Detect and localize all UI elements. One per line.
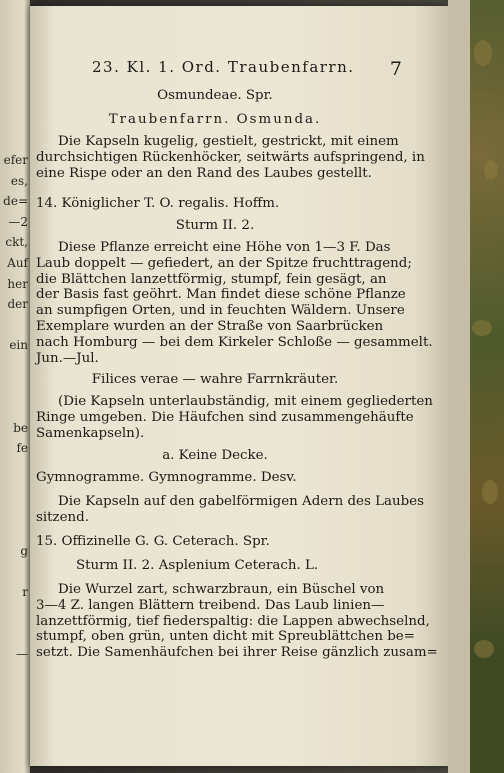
family-name: Osmundeae. Spr. [157, 88, 273, 103]
reference: Sturm II. 2. [175, 218, 255, 233]
left-page-fragment [0, 624, 28, 645]
genus-2-heading [36, 470, 394, 486]
left-page-fragment [0, 521, 28, 542]
group-description [36, 394, 433, 441]
left-page-fragment [0, 562, 28, 583]
text-line: Ringe umgeben. Die Häufchen sind zusammengehäufte [36, 409, 414, 425]
left-page-fragment [0, 377, 28, 398]
text-line: 3—4 Z. langen Blättern treibend. Das Laub linien— [36, 597, 385, 613]
genus-description [36, 134, 425, 181]
text-line: Jun.—Jul. [36, 350, 99, 366]
left-page-fragment: g [20, 544, 28, 559]
species-15-heading [36, 534, 394, 550]
genus-name: Gymnogramme. Gymnogramme. Desv. [36, 470, 297, 485]
running-head-title: 23. Kl. 1. Ord. Traubenfarrn. [92, 58, 355, 76]
left-page-fragment [0, 480, 28, 501]
left-page-edge [0, 0, 30, 773]
genus-heading [36, 112, 394, 128]
species-title: 15. Offizinelle G. G. Ceterach. Spr. [36, 534, 270, 549]
left-page-fragment: fe [16, 441, 28, 456]
species-14-description [36, 240, 433, 366]
text-line: Die Wurzel zart, schwarzbraun, ein Büschel von [58, 582, 385, 597]
left-page-fragment: es, [10, 173, 28, 188]
text-line: Die Kapseln kugelig, gestielt, gestrickt, mit einem [58, 134, 399, 149]
text-line: (Die Kapseln unterlaubständig, mit einem gegliederten [58, 394, 433, 409]
species-14-heading [36, 196, 394, 212]
left-page-fragment [0, 459, 28, 480]
left-page-fragment [0, 356, 28, 377]
text-line: an sumpfigen Orten, und in feuchten Wäldern. Unsere [36, 303, 405, 319]
species-15-description [36, 582, 438, 661]
family-heading [36, 88, 394, 104]
text-line: stumpf, oben grün, unten dicht mit Spreublättchen be= [36, 629, 415, 645]
text-line: Die Kapseln auf den gabelförmigen Adern des Laubes [58, 494, 424, 509]
group-heading [36, 372, 394, 388]
group-name: Filices verae — wahre Farrnkräuter. [91, 372, 339, 387]
text-line: Samenkapseln). [36, 425, 145, 441]
text-line: durchsichtigen Rückenhöcker, seitwärts aufspringend, in [36, 149, 425, 165]
left-page-fragment: r [22, 585, 28, 600]
left-page-text-fragments [0, 150, 28, 665]
text-line: eine Rispe oder an den Rand des Laubes gestellt. [36, 165, 372, 181]
subgroup-name: a. Keine Decke. [162, 448, 268, 463]
text-line: der Basis fast geöhrt. Man findet diese schöne Pflanze [36, 287, 406, 303]
left-page-fragment [0, 397, 28, 418]
text-line: Diese Pflanze erreicht eine Höhe von 1—3 F. Das [58, 240, 391, 255]
species-title: 14. Königlicher T. O. regalis. Hoffm. [36, 196, 280, 211]
left-page-fragment: her [7, 276, 28, 291]
left-page-fragment: be [13, 420, 28, 435]
left-page-fragment: — [16, 647, 28, 662]
left-page-fragment [0, 500, 28, 521]
page-edges [448, 0, 470, 773]
text-line: Exemplare wurden an der Straße von Saarbrücken [36, 318, 384, 334]
subgroup-heading [36, 448, 394, 464]
text-line: sitzend. [36, 509, 89, 525]
left-page-fragment: efer [3, 153, 28, 167]
page-number: 7 [389, 58, 402, 80]
left-page-fragment: ckt, [5, 235, 28, 250]
genus-name: Traubenfarrn. Osmunda. [108, 112, 322, 127]
left-page-fragment: —2 [8, 214, 28, 229]
book-cover [470, 0, 504, 773]
species-14-reference [36, 218, 394, 234]
species-15-reference [36, 558, 394, 574]
reference: Sturm II. 2. Asplenium Ceterach. L. [76, 558, 319, 573]
text-line: setzt. Die Samenhäufchen bei ihrer Reise gänzlich zusam= [36, 645, 438, 661]
text-line: die Blättchen lanzettförmig, stumpf, fein gesägt, an [36, 271, 387, 287]
left-page-fragment: ein [9, 338, 28, 353]
left-page-fragment: de= [3, 194, 28, 209]
genus-2-description [36, 494, 424, 526]
left-page-fragment [0, 315, 28, 336]
text-line: lanzettförmig, tief fiederspaltig: die Lappen abwechselnd, [36, 613, 430, 629]
text-line: nach Homburg — bei dem Kirkeler Schloße — gesammelt. [36, 334, 433, 350]
left-page-fragment: Auf [7, 255, 28, 270]
text-line: Laub doppelt — gefiedert, an der Spitze fruchttragend; [36, 255, 412, 271]
left-page-fragment [0, 603, 28, 624]
left-page-fragment: der [7, 297, 28, 312]
